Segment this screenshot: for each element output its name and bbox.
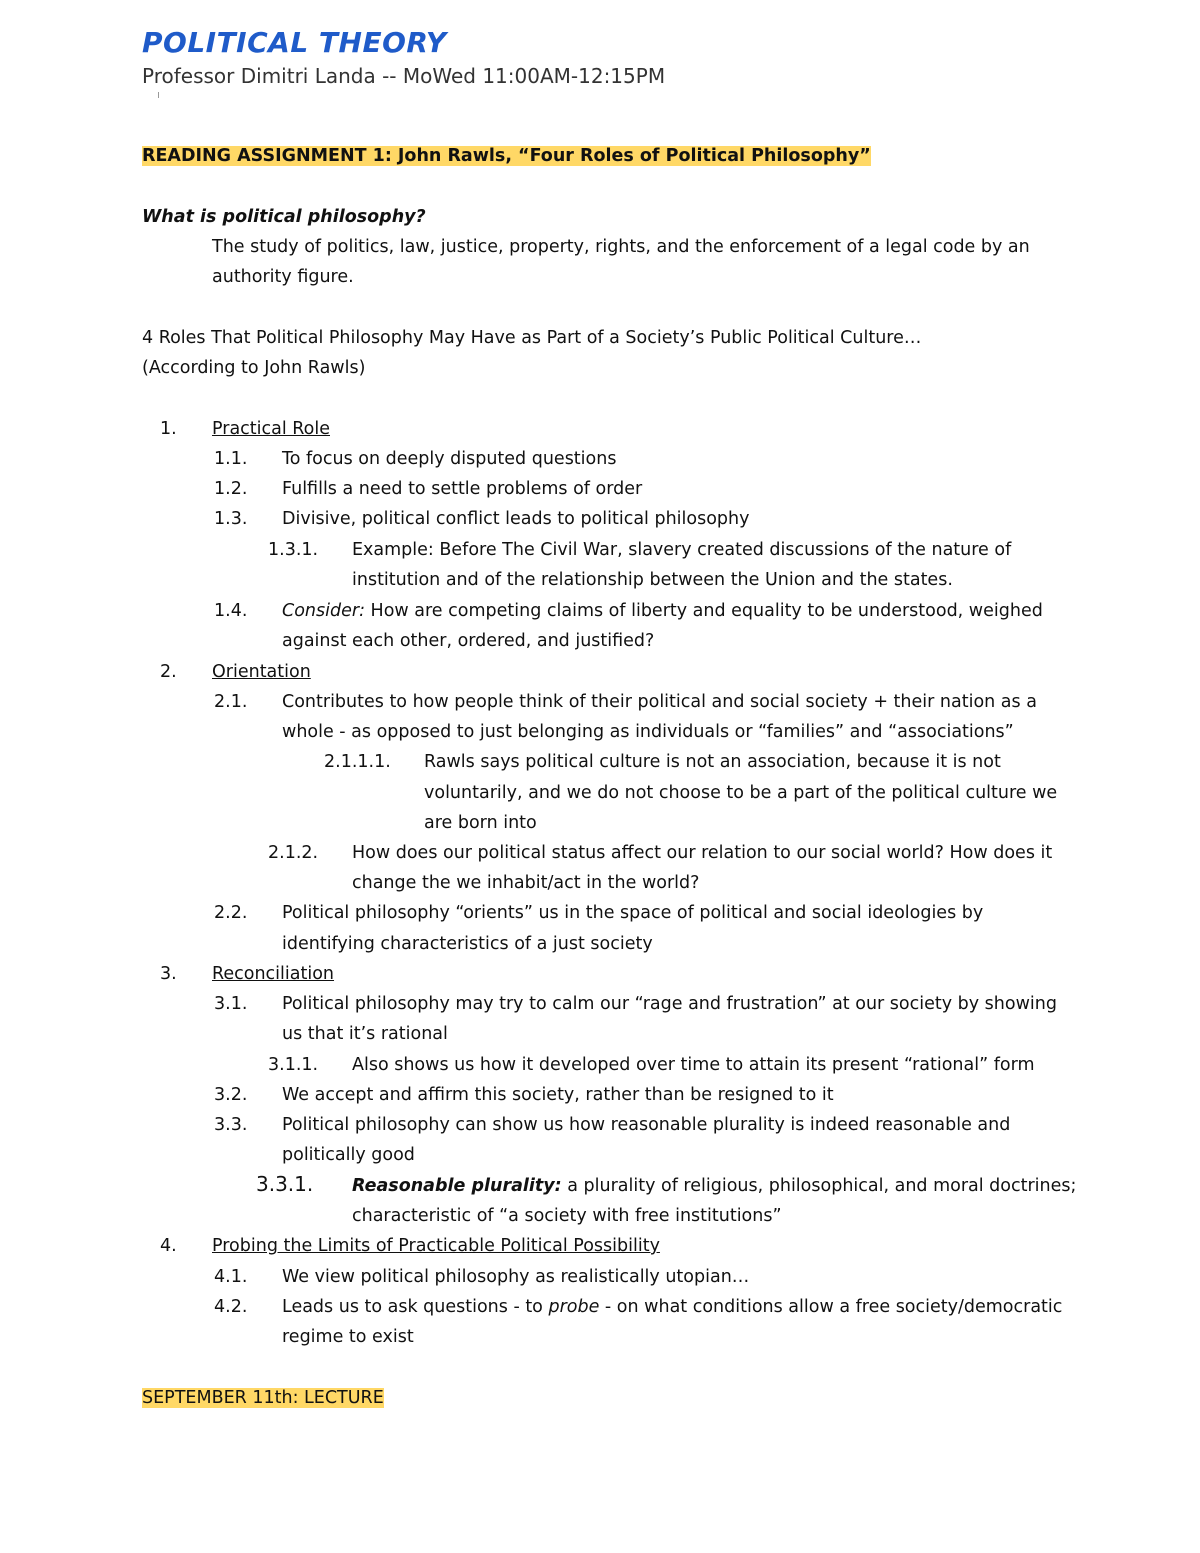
outline-item-cont: politically good [282, 1145, 415, 1165]
probe-text-post: - on what conditions allow a free society/democratic [599, 1297, 1063, 1317]
outline-number: 3.1. [214, 994, 248, 1014]
outline-item-cont: voluntarily, and we do not choose to be a part of the political culture we [424, 783, 1058, 803]
definition-answer-line-2: authority figure. [212, 267, 354, 287]
outline-item [352, 1175, 1076, 1197]
outline-number: 3.3.1. [256, 1172, 314, 1196]
outline-item-cont: institution and of the relationship between the Union and the states. [352, 570, 953, 590]
definition-question: What is political philosophy? [142, 207, 426, 227]
outline-item: To focus on deeply disputed questions [282, 449, 617, 469]
outline-number: 1.4. [214, 601, 248, 621]
outline-item: How does our political status affect our relation to our social world? How does it [352, 843, 1053, 863]
outline-number: 3. [160, 964, 177, 984]
outline-item: Also shows us how it developed over time to attain its present “rational” form [352, 1055, 1035, 1075]
outline-item-cont: are born into [424, 813, 537, 833]
consider-label: Consider: [282, 601, 365, 621]
outline-item-cont: regime to exist [282, 1327, 414, 1347]
outline-number: 1. [160, 419, 177, 439]
outline-item-cont: whole - as opposed to just belonging as individuals or “families” and “associations” [282, 722, 1014, 742]
outline-item [282, 600, 1043, 622]
outline-item-cont: change the we inhabit/act in the world? [352, 873, 700, 893]
lecture-heading-text: SEPTEMBER 11th: LECTURE [142, 1388, 384, 1408]
outline-item: Political philosophy can show us how reasonable plurality is indeed reasonable and [282, 1115, 1011, 1135]
definition-answer-line-1: The study of politics, law, justice, property, rights, and the enforcement of a legal code by an [212, 237, 1030, 257]
outline-item: Rawls says political culture is not an association, because it is not [424, 752, 1001, 772]
outline-number: 3.2. [214, 1085, 248, 1105]
outline-number: 1.3. [214, 509, 248, 529]
document-title: POLITICAL THEORY [142, 26, 447, 59]
role-4-title: Probing the Limits of Practicable Political Possibility [212, 1236, 660, 1256]
outline-number: 2.1.1.1. [324, 752, 391, 772]
outline-item: Political philosophy “orients” us in the space of political and social ideologies by [282, 903, 984, 923]
outline-item-cont: us that it’s rational [282, 1024, 448, 1044]
assignment-heading [142, 145, 871, 167]
outline-number: 4.2. [214, 1297, 248, 1317]
outline-number: 2.1. [214, 692, 248, 712]
role-3-title: Reconciliation [212, 964, 335, 984]
outline-number: 1.1. [214, 449, 248, 469]
probe-emphasis: probe [548, 1297, 600, 1317]
role-1-title: Practical Role [212, 419, 330, 439]
outline-item: Contributes to how people think of their political and social society + their nation as a [282, 692, 1037, 712]
outline-item-cont: against each other, ordered, and justified? [282, 631, 655, 651]
outline-number: 3.1.1. [268, 1055, 319, 1075]
outline-item: Example: Before The Civil War, slavery created discussions of the nature of [352, 540, 1012, 560]
outline-number: 1.2. [214, 479, 248, 499]
outline-item: We view political philosophy as realistically utopian… [282, 1267, 750, 1287]
outline-number: 2. [160, 662, 177, 682]
outline-number: 4.1. [214, 1267, 248, 1287]
outline-item: We accept and affirm this society, rather than be resigned to it [282, 1085, 834, 1105]
outline-item: Political philosophy may try to calm our “rage and frustration” at our society by showing [282, 994, 1057, 1014]
outline-number: 2.1.2. [268, 843, 319, 863]
outline-number: 4. [160, 1236, 177, 1256]
outline-item-cont: characteristic of “a society with free institutions” [352, 1206, 782, 1226]
outline-item: Divisive, political conflict leads to political philosophy [282, 509, 750, 529]
cursor-mark [158, 92, 159, 98]
intro-line-1: 4 Roles That Political Philosophy May Have as Part of a Society’s Public Political Culture… [142, 328, 922, 348]
outline-item [282, 1296, 1062, 1318]
probe-text-pre: Leads us to ask questions - to [282, 1297, 549, 1317]
intro-line-2: (According to John Rawls) [142, 358, 366, 378]
consider-text: How are competing claims of liberty and equality to be understood, weighed [364, 601, 1043, 621]
lecture-heading [142, 1387, 384, 1409]
role-2-title: Orientation [212, 662, 311, 682]
outline-item: Fulfills a need to settle problems of order [282, 479, 643, 499]
reasonable-plurality-text: a plurality of religious, philosophical, and moral doctrines; [561, 1176, 1077, 1196]
outline-item-cont: identifying characteristics of a just society [282, 934, 653, 954]
outline-number: 1.3.1. [268, 540, 319, 560]
outline-number: 2.2. [214, 903, 248, 923]
outline-number: 3.3. [214, 1115, 248, 1135]
course-info: Professor Dimitri Landa -- MoWed 11:00AM-12:15PM [142, 64, 666, 88]
assignment-heading-text: READING ASSIGNMENT 1: John Rawls, “Four Roles of Political Philosophy” [142, 146, 871, 166]
reasonable-plurality-label: Reasonable plurality: [352, 1176, 562, 1196]
